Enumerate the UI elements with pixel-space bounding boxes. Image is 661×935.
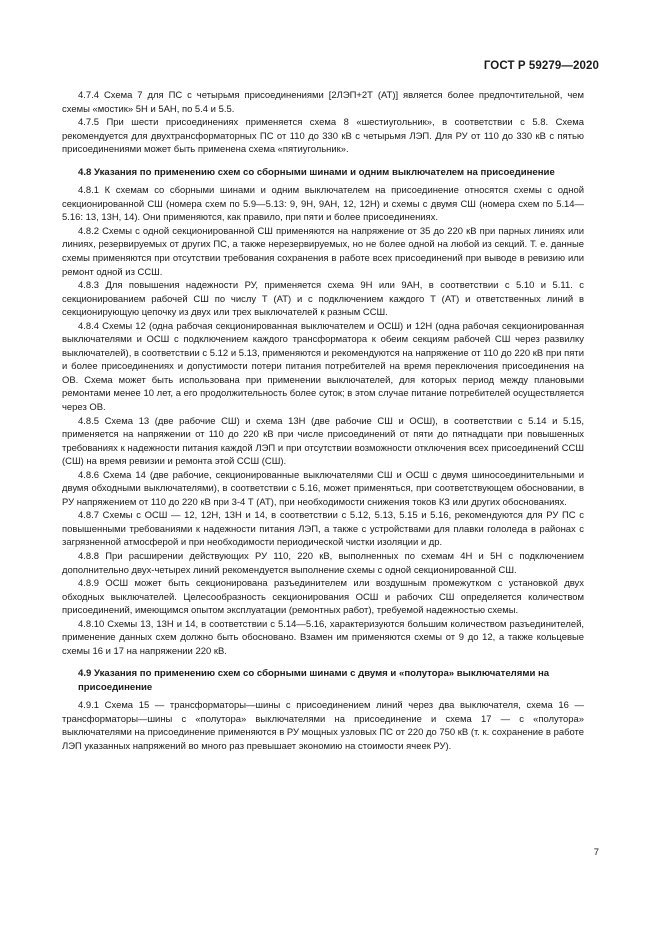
paragraph-4-7-5: 4.7.5 При шести присоединениях применяется схема 8 «шестиугольник», в соответствии с 5.8. Схема рекомендуется для двухтрансформаторных ПС от 110 до 330 кВ с четырьмя ЛЭП. Для РУ от 110 до 330 кВ с пятью присоединениями может быть применена схема «пятиугольник». [62, 117, 584, 156]
paragraph-4-8-10: 4.8.10 Схемы 13, 13Н и 14, в соответствии с 5.14—5.16, характеризуются большим количеством разъединителей, применение данных схем должно быть обосновано. Взамен им применяются схемы от 9 до 12, а также кольцевые схемы 16 и 17 на напряжении 220 кВ. [62, 618, 584, 657]
paragraph-4-8-8: 4.8.8 При расширении действующих РУ 110, 220 кВ, выполненных по схемам 4Н и 5Н с подключением дополнительно двух-четырех линий рекомендуется выполнение схемы с одной секционированной СШ. [62, 551, 584, 576]
section-heading-4-8: 4.8 Указания по применению схем со сборными шинами и одним выключателем на присоединение [78, 166, 555, 178]
paragraph-4-8-2: 4.8.2 Схемы с одной секционированной СШ применяются на напряжение от 35 до 220 кВ при парных линиях или линиях, резервируемых от других ПС, а также нерезервируемых, но не более одной на любой из секций. Т. е. данные схемы применяются при отсутствии требования сохранения в работе всех присоединений при выводе в ревизию или ремонт одной из ССШ. [62, 225, 584, 278]
paragraph-4-8-3: 4.8.3 Для повышения надежности РУ, применяется схема 9Н или 9АН, в соответствии с 5.10 и 5.11. с секционированием рабочей СШ по числу Т (АТ) и с подключением каждого Т (АТ) и ответственных линий в секционирующую цепочку из двух или трех выключателей к разным ССШ. [62, 280, 584, 319]
paragraph-4-8-6: 4.8.6 Схема 14 (две рабочие, секционированные выключателями СШ и ОСШ с двумя шиносоединительными и двумя обходными выключателями), в соответствии с 5.16, может применяться, при соответствующем обосновании, в РУ напряжением от 110 до 220 кВ при 3-4 Т (АТ), при необходимости снижения токов КЗ или других обоснованиях. [62, 469, 584, 508]
page-number: 7 [593, 847, 599, 858]
paragraph-4-8-4: 4.8.4 Схемы 12 (одна рабочая секционированная выключателем и ОСШ) и 12Н (одна рабочая секционированная выключателями и ОСШ с подключением каждого трансформатора к обеим секциям рабочей СШ через развилку выключателей), в соответствии с 5.12 и 5.13, применяются и рекомендуются на напряжение от 110 до 220 кВ при пяти и более присоединениях и допустимости потери питания потребителей на время переключения присоединения на ОВ. Схема может быть использована при применении выключателей, для которых период между плановыми ремонтами менее 10 лет, а его продолжительность более суток; в этом случае питание потребителей осуществляется через ОВ. [62, 320, 584, 413]
paragraph-4-8-1: 4.8.1 К схемам со сборными шинами и одним выключателем на присоединение относятся схемы с одной секционированной СШ (номера схем по 5.9—5.13: 9, 9Н, 9АН, 12, 12Н) и схемы с двумя СШ (номера схем по 5.14—5.16: 13, 13Н, 14). Они применяются, как правило, при пяти и более присоединениях. [62, 185, 584, 224]
paragraph-4-9-1: 4.9.1 Схема 15 — трансформаторы—шины с присоединением линий через два выключателя, схема 16 — трансформаторы—шины с «полутора» выключателями на присоединение и схема 17 — с «полутора» выключателями на присоединение применяются в РУ мощных узловых ПС от 220 до 750 кВ (т. к. сохранение в работе ЛЭП указанных напряжений во много раз превышает экономию на стоимости ячеек РУ). [62, 700, 584, 753]
standard-header: ГОСТ Р 59279—2020 [483, 60, 599, 72]
paragraph-4-8-5: 4.8.5 Схема 13 (две рабочие СШ) и схема 13Н (две рабочие СШ и ОСШ), в соответствии с 5.14 и 5.15, применяется на напряжении от 110 до 220 кВ при числе присоединений от пяти до пятнадцати при повышенных требованиях к надежности питания каждой ЛЭП и при отсутствии возможности отключения всех присоединений ССШ (СШ) на время ревизии и ремонта этой ССШ (СШ). [62, 415, 584, 468]
paragraph-4-8-9: 4.8.9 ОСШ может быть секционирована разъединителем или воздушным промежутком с установкой двух обходных выключателей. Целесообразность секционирования ОСШ и рабочих СШ определяется количеством присоединений, имеющимся опытом эксплуатации (ремонтных работ), требуемой надежностью схемы. [62, 578, 584, 617]
document-body [62, 89, 584, 754]
paragraph-4-7-4: 4.7.4 Схема 7 для ПС с четырьмя присоединениями [2ЛЭП+2Т (АТ)] является более предпочтительной, чем схемы «мостик» 5Н и 5АН, по 5.4 и 5.5. [62, 90, 584, 115]
paragraph-4-8-7: 4.8.7 Схемы с ОСШ — 12, 12Н, 13Н и 14, в соответствии с 5.12, 5.13, 5.15 и 5.16, рекомендуются для РУ ПС с повышенными требованиями к надежности питания ЛЭП, а также с устройствами для плавки гололеда в районах с загрязненной атмосферой и при необходимости периодической чистки изоляции и др. [62, 510, 584, 549]
section-heading-4-9: 4.9 Указания по применению схем со сборными шинами с двумя и «полутора» выключателями на присоединение [78, 668, 550, 693]
